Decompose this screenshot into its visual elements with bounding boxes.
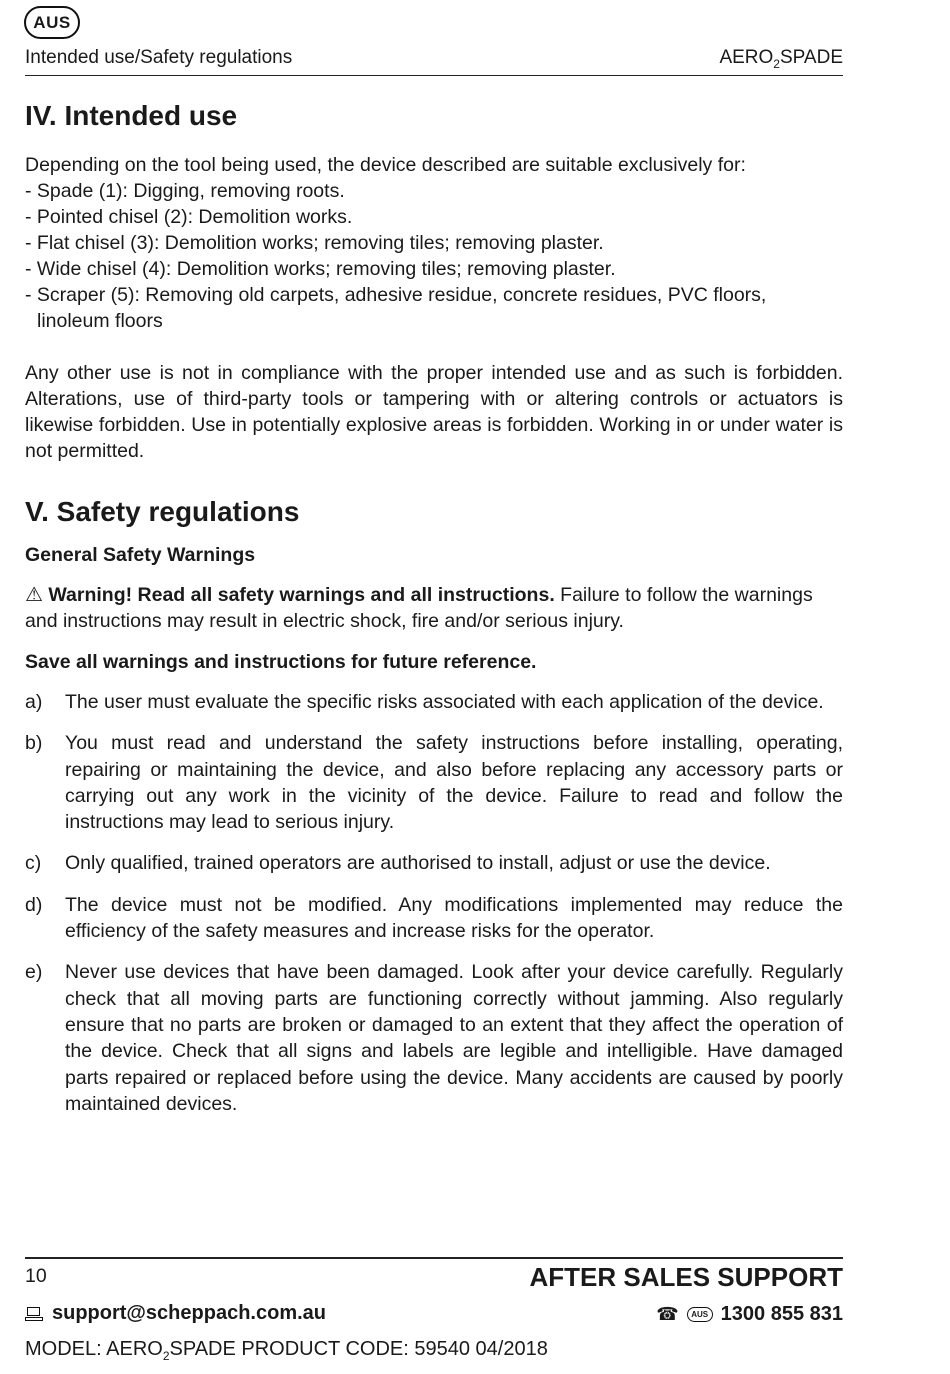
- list-item: - Scraper (5): Removing old carpets, adhesive residue, concrete residues, PVC floors, linoleum floors: [25, 284, 767, 332]
- list-item: - Flat chisel (3): Demolition works; removing tiles; removing plaster.: [25, 232, 604, 254]
- intended-use-intro: Depending on the tool being used, the device described are suitable exclusively for:: [25, 154, 746, 176]
- tool-use-list: [25, 178, 843, 334]
- item-label: e): [25, 961, 43, 984]
- page-number: 10: [25, 1265, 47, 1287]
- safety-item-b: [25, 730, 843, 835]
- aus-badge: AUS: [24, 6, 80, 39]
- intended-use-heading: IV. Intended use: [25, 100, 238, 131]
- safety-item-e: [25, 959, 843, 1117]
- item-text: You must read and understand the safety instructions before installing, operating, repairing or maintaining the device, and also before replacing any accessory parts or carrying out any work in the vicinity of the device. Failure to read and follow the instructions may lead to serious injury.: [65, 732, 843, 834]
- footer-divider: [25, 1257, 843, 1259]
- warning-paragraph: [25, 582, 843, 634]
- safety-item-a: [25, 689, 843, 715]
- warning-triangle-icon: ⚠: [25, 584, 43, 606]
- item-text: The device must not be modified. Any modifications implemented may reduce the efficiency of the safety measures and increase risks for the operator.: [65, 893, 843, 943]
- list-item: - Wide chisel (4): Demolition works; removing tiles; removing plaster.: [25, 258, 616, 280]
- safety-item-c: [25, 850, 843, 876]
- laptop-icon: [25, 1306, 43, 1322]
- item-text: Only qualified, trained operators are authorised to install, adjust or use the device.: [65, 852, 771, 875]
- item-label: b): [25, 732, 43, 755]
- item-label: c): [25, 852, 42, 875]
- safety-item-d: [25, 892, 843, 945]
- warning-text: Failure to follow the warnings and instructions may result in electric shock, fire and/or serious injury.: [25, 584, 813, 632]
- support-phone-row: [656, 1303, 843, 1326]
- after-sales-title: AFTER SALES SUPPORT: [529, 1262, 843, 1292]
- product-name: $AERO_2SPADE$: [719, 47, 843, 71]
- section-title: Intended use/Safety regulations: [25, 47, 293, 68]
- support-phone[interactable]: 1300 855 831: [720, 1303, 843, 1325]
- manual-page: [25, 0, 843, 1374]
- support-email-row: [25, 1302, 326, 1325]
- item-label: d): [25, 893, 43, 916]
- warning-bold-text: Warning! Read all safety warnings and all instructions.: [48, 584, 555, 606]
- list-item: - Spade (1): Digging, removing roots.: [25, 180, 345, 202]
- item-text: The user must evaluate the specific risks associated with each application of the device.: [65, 691, 824, 713]
- general-safety-warnings-heading: General Safety Warnings: [25, 544, 256, 566]
- item-label: a): [25, 691, 43, 713]
- support-email[interactable]: support@scheppach.com.au: [52, 1302, 326, 1324]
- item-text: Never use devices that have been damaged. Look after your device carefully. Regularly check that all moving parts are functioning correctly without jamming. Also regularly ensure that no parts are broken or damaged to an extent that they affect the operation of the device. Check that all signs and labels are legible and intelligible. Have damaged parts repaired or replaced before using the device. Many accidents are caused by poorly maintained devices.: [65, 961, 843, 1115]
- page-content: [25, 96, 843, 1132]
- page-header: [25, 47, 843, 76]
- aus-small-badge: AUS: [687, 1307, 713, 1322]
- phone-icon: ☎: [656, 1304, 679, 1324]
- model-product-code: MODEL: $AERO_2SPADE$ PRODUCT CODE: 59540 04/2018: [25, 1338, 548, 1363]
- safety-regulations-heading: V. Safety regulations: [25, 496, 300, 527]
- save-instructions-note: Save all warnings and instructions for future reference.: [25, 651, 537, 673]
- list-item: - Pointed chisel (2): Demolition works.: [25, 206, 353, 228]
- forbidden-use-paragraph: Any other use is not in compliance with the proper intended use and as such is forbidden. Alterations, use of third-party tools or tampering with or altering controls or actuators is likewise forbidden. Use in potentially explosive areas is forbidden. Working in or under water is not permitted.: [25, 362, 843, 462]
